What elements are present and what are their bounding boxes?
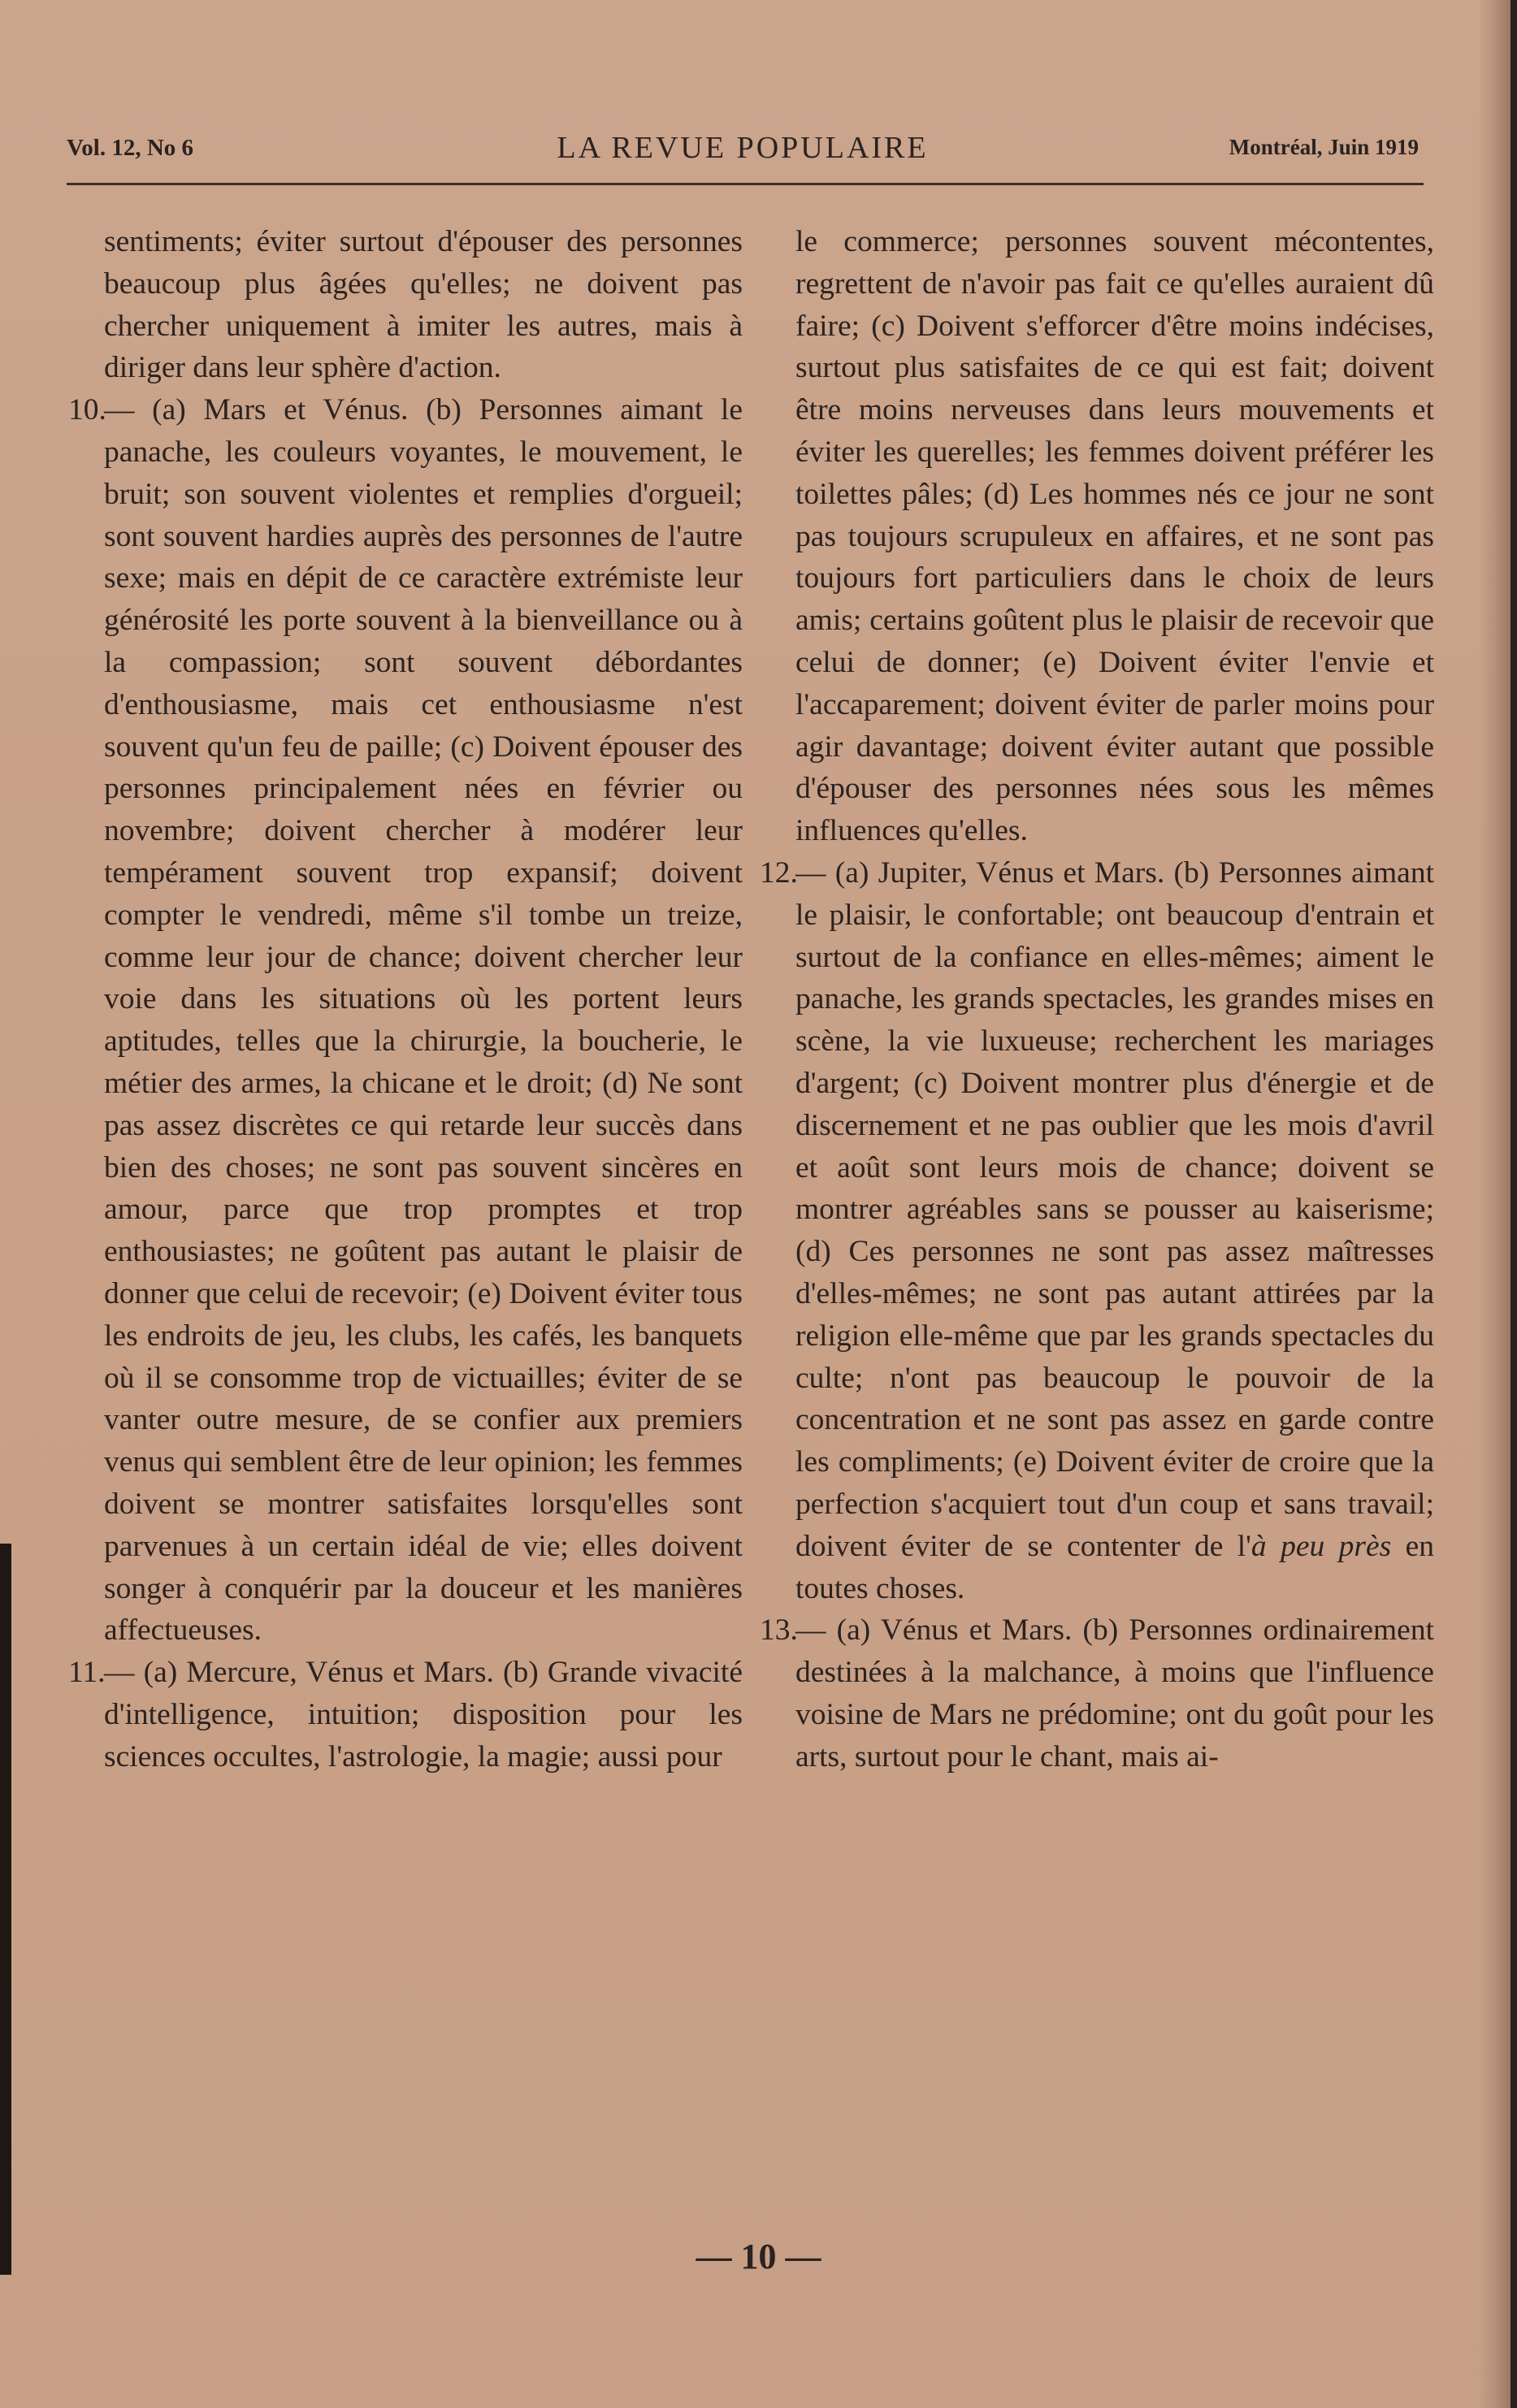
issue-date: Montréal, Juin 1919 — [1229, 135, 1419, 159]
volume-label: Vol. 12, No 6 — [67, 135, 194, 161]
entry-10 — [68, 389, 743, 1652]
entry-text: — (a) Jupiter, Vénus et Mars. (b) Personnes aimant le plaisir, le confortable; ont beaucoup d'entrain et surtout de la confiance en elles-mêmes; aiment le panache, les grands spectacles, les grandes mises en scène, la vie luxueuse; recherchent les mariages d'argent; (c) Doivent montrer plus d'énergie et de discernement et ne pas oublier que les mois d'avril et août sont leurs mois de chance; doivent se montrer agréables sans se pousser au kaiserisme; (d) Ces personnes ne sont pas assez maîtresses d'elles-mêmes; ne sont pas autant attirées par la religion elle-même que par les grands spectacles du culte; n'ont pas beaucoup le pouvoir de la concentration et ne sont pas assez en garde contre les compliments; (e) Doivent éviter de croire que la perfection s'acquiert tout d'un coup et sans travail; doivent éviter de se contenter de l' — [795, 855, 1434, 1563]
entry-12 — [760, 852, 1434, 1609]
journal-title: LA REVUE POPULAIRE — [557, 131, 929, 165]
entry-11 — [68, 1652, 743, 1778]
entry-13 — [760, 1609, 1434, 1778]
entry-number: 10. — [68, 393, 106, 427]
paragraph-continuation: sentiments; éviter surtout d'épouser des personnes beaucoup plus âgées qu'elles; ne doivent pas chercher uniquement à imiter les autres, mais à diriger dans leur sphère d'action. — [104, 225, 743, 385]
book-spine-shadow — [0, 1544, 11, 2275]
entry-text: — (a) Mercure, Vénus et Mars. (b) Grande vivacité d'intelligence, intuition; disposition pour les sciences occultes, l'astrologie, la magie; aussi pour — [104, 1656, 743, 1774]
entry-text: — (a) Mars et Vénus. (b) Personnes aimant le panache, les couleurs voyantes, le mouvement, le bruit; son souvent violentes et remplies d'orgueil; sont souvent hardies auprès des personnes de l'autre sexe; mais en dépit de ce caractère extrémiste leur générosité les porte souvent à la bienveillance ou à la compassion; sont souvent débordantes d'enthousiasme, mais cet enthousiasme n'est souvent qu'un feu de paille; (c) Doivent épouser des personnes principalement nées en février ou novembre; doivent chercher à modérer leur tempérament souvent trop expansif; doivent compter le vendredi, même s'il tombe un treize, comme leur jour de chance; doivent chercher leur voie dans les situations où les portent leurs aptitudes, telles que la chirurgie, la boucherie, le métier des armes, la chicane et le droit; (d) Ne sont pas assez discrètes ce qui retarde leur succès dans bien des choses; ne sont pas souvent sincères en amour, parce que trop promptes et trop enthousiastes; ne goûtent pas autant le plaisir de donner que celui de recevoir; (e) Doivent éviter tous les endroits de jeu, les clubs, les cafés, les banquets où il se consomme trop de victuailles; éviter de se vanter outre mesure, de se confier aux premiers venus qui semblent être de leur opinion; les femmes doivent se montrer satisfaites lorsqu'elles sont parvenues à un certain idéal de vie; elles doivent songer à conquérir par la douceur et les manières affectueuses. — [104, 393, 743, 1648]
entry-text: — (a) Vénus et Mars. (b) Personnes ordinairement destinées à la malchance, à moins que l'influence voisine de Mars ne prédomine; ont du goût pour les arts, surtout pour le chant, mais ai- — [795, 1613, 1434, 1774]
page-number: — 10 — — [696, 2237, 821, 2276]
right-column — [760, 221, 1434, 1778]
entry-number: 13. — [760, 1613, 798, 1648]
page-edge — [1478, 0, 1517, 2408]
entry-number: 11. — [68, 1656, 106, 1690]
entry-italic-text: à peu près — [1250, 1529, 1392, 1563]
entry-text-tail: en toutes choses. — [795, 1529, 1434, 1605]
left-column — [68, 221, 743, 1778]
header-rule — [67, 183, 1424, 185]
paragraph-continuation: le commerce; personnes souvent mécontentes, regrettent de n'avoir pas fait ce qu'elles auraient dû faire; (c) Doivent s'efforcer d'être moins indécises, surtout plus satisfaites de ce qui est fait; doivent être moins nerveuses dans leurs mouvements et éviter les querelles; les femmes doivent préférer les toilettes pâles; (d) Les hommes nés ce jour ne sont pas toujours scrupuleux en affaires, et ne sont pas toujours fort particuliers dans le choix de leurs amis; certains goûtent plus le plaisir de recevoir que celui de donner; (e) Doivent éviter l'envie et l'accaparement; doivent éviter de parler moins pour agir davantage; doivent éviter autant que possible d'épouser des personnes nées sous les mêmes influences qu'elles. — [795, 225, 1434, 848]
entry-number: 12. — [760, 855, 798, 890]
running-header — [67, 130, 1419, 171]
